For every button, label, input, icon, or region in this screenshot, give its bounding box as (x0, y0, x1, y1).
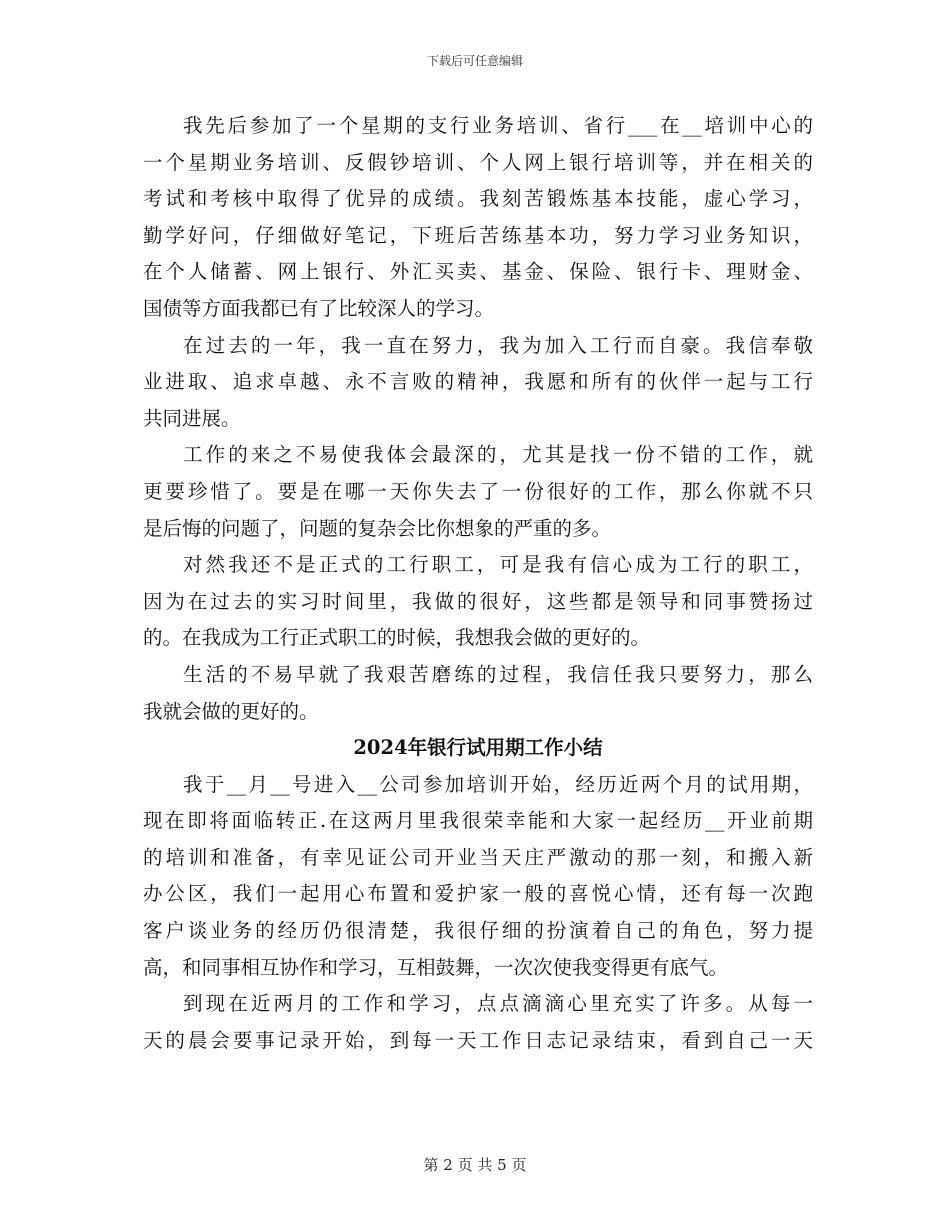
paragraph (143, 657, 813, 730)
text-line: 一个星期业务培训、反假钞培训、个人网上银行培训等，并在相关的 (143, 150, 813, 174)
text-line: 对然我还不是正式的工行职工，可是我有信心成为工行的职工， (183, 553, 813, 577)
page-footer: 第 2 页 共 5 页 (423, 1156, 527, 1174)
text-line: 办公区，我们一起用心布置和爱护家一般的喜悦心情，还有每一次跑 (143, 882, 813, 906)
text-line: 高，和同事相互协作和学习，互相鼓舞，一次次使我变得更有底气。 (143, 955, 729, 979)
paragraph (143, 986, 813, 1059)
text-line: 勤学好问，仔细做好笔记，下班后苦练基本功，努力学习业务知识， (143, 223, 813, 247)
text-line: 现在即将面临转正.在这两月里我很荣幸能和大家一起经历__开业前期 (143, 809, 813, 833)
text-line: 我就会做的更好的。 (143, 699, 319, 723)
text-line: 工作的来之不易使我体会最深的，尤其是找一份不错的工作，就 (183, 443, 813, 467)
text-line: 共同进展。 (143, 406, 241, 430)
text-line: 考试和考核中取得了优异的成绩。我刻苦锻炼基本技能，虚心学习， (143, 187, 813, 211)
paragraph (143, 767, 813, 987)
text-line: 天的晨会要事记录开始，到每一天工作日志记录结束，看到自己一天 (143, 1028, 813, 1052)
page-header: 下载后可任意编辑 (426, 54, 523, 68)
text-line: 的。在我成为工行正式职工的时候，我想我会做的更好的。 (143, 626, 651, 650)
section-title: 2024年银行试用期工作小结 (353, 736, 603, 760)
text-line: 客户谈业务的经历仍很清楚，我很仔细的扮演着自己的角色，努力提 (143, 919, 813, 943)
paragraph (143, 328, 813, 438)
text-line: 因为在过去的实习时间里，我做的很好，这些都是领导和同事赞扬过 (143, 589, 813, 613)
paragraph (143, 108, 813, 328)
text-line: 业进取、追求卓越、永不言败的精神，我愿和所有的伙伴一起与工行 (143, 370, 813, 394)
text-line: 国债等方面我都已有了比较深人的学习。 (143, 296, 495, 320)
text-line: 到现在近两月的工作和学习，点点滴滴心里充实了许多。从每一 (183, 992, 813, 1016)
text-line: 生活的不易早就了我艰苦磨练的过程，我信任我只要努力，那么 (183, 662, 813, 686)
paragraph (143, 437, 813, 547)
text-line: 我于__月__号进入__公司参加培训开始，经历近两个月的试用期， (183, 772, 813, 796)
text-line: 在个人储蓄、网上银行、外汇买卖、基金、保险、银行卡、理财金、 (143, 260, 813, 284)
text-line: 在过去的一年，我一直在努力，我为加入工行而自豪。我信奉敬 (183, 333, 813, 357)
text-line: 是后悔的问题了，问题的复杂会比你想象的严重的多。 (143, 516, 612, 540)
text-line: 的培训和准备，有幸见证公司开业当天庄严激动的那一刻，和搬入新 (143, 845, 813, 869)
paragraph (143, 547, 813, 657)
text-line: 我先后参加了一个星期的支行业务培训、省行___在__培训中心的 (183, 114, 813, 137)
document-body (143, 108, 813, 1059)
text-line: 更要珍惜了。要是在哪一天你失去了一份很好的工作，那么你就不只 (143, 479, 813, 503)
